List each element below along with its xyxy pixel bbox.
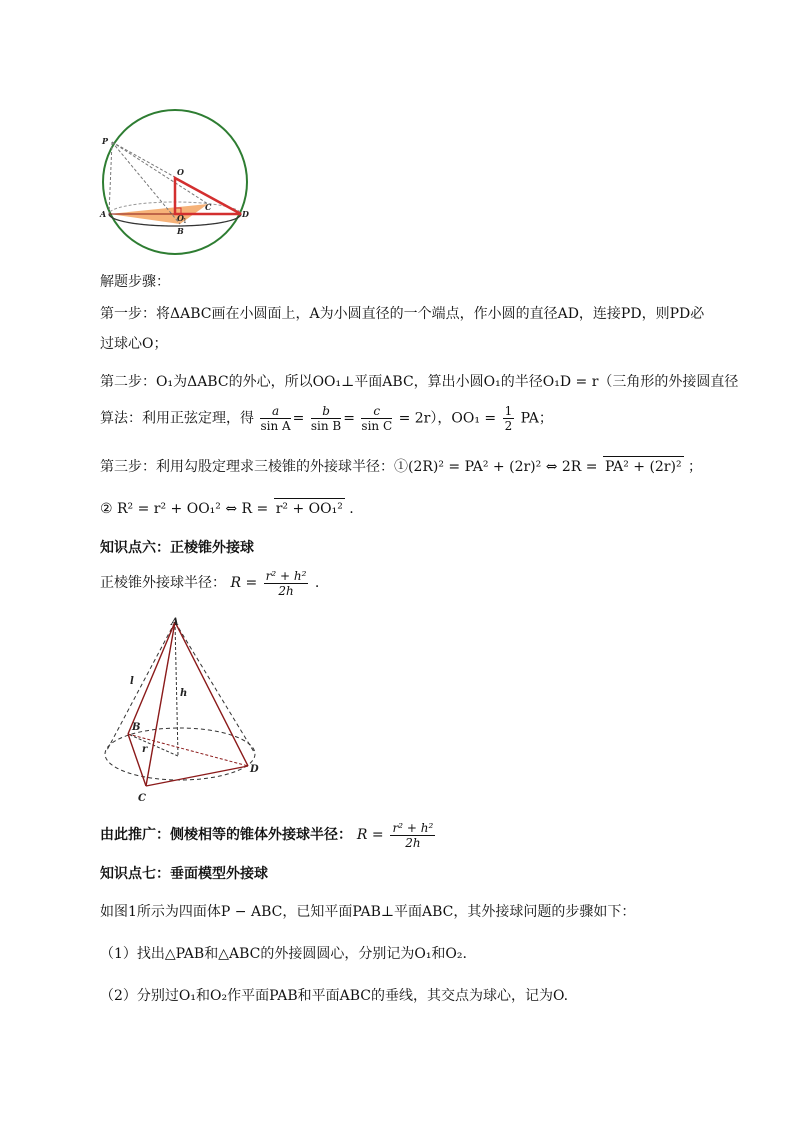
step2-pre: 算法：利用正弦定理，得 — [100, 410, 254, 427]
cone-left-edge — [106, 622, 175, 752]
label-D2: D — [250, 764, 259, 775]
frac-c-sinC: $\frac{c}{\text{sin C}}$ — [361, 404, 393, 433]
label-l: l — [130, 676, 134, 687]
label-h: h — [180, 688, 188, 699]
frac-half: $\frac{1}{2}$ — [504, 404, 513, 433]
section7-title: 知识点七：垂面模型外接球 — [100, 866, 268, 882]
section7-intro: 如图1所示为四面体P − ABC，已知平面PAB⊥平面ABC，其外接球问题的步骤如下： — [100, 904, 636, 920]
generalize-line: 由此推广：侧棱相等的锥体外接球半径： R = $\frac{\text{r² + h²}}{2h}$ — [100, 820, 434, 850]
cone-right-edge — [175, 622, 254, 752]
edge-PC — [112, 142, 208, 204]
step2-mid: = 2r），OO₁ = — [398, 410, 497, 427]
label-C2: C — [138, 793, 146, 804]
frac-b-sinB: $\frac{b}{\text{sin B}}$ — [310, 404, 342, 433]
label-C: C — [205, 202, 212, 212]
label-r: r — [142, 744, 148, 755]
frac-R-pyramid: $\frac{\text{r² + h²}}{2h}$ — [265, 568, 307, 598]
label-P: P — [102, 136, 109, 146]
step1-line1: 第一步：将ΔABC画在小圆面上，A为小圆直径的一个端点，作小圆的直径AD，连接PD，则PD必 — [100, 306, 705, 322]
frac-R-general: $\frac{\text{r² + h²}}{2h}$ — [392, 820, 434, 850]
label-O1-sub: 1 — [183, 218, 187, 225]
step2-line2: 算法：利用正弦定理，得 $\frac{a}{\text{sin A}}$ = $\frac{b}{\text{sin B}}$ = $\frac{c}{\text{sin C}}$ = 2r），OO₁ = $\frac{1}{2}$ PA； — [100, 404, 553, 433]
edge-BC — [128, 734, 146, 786]
step2-post: PA； — [520, 410, 553, 427]
edge-AC — [146, 622, 175, 786]
edge-CD — [146, 766, 248, 786]
section6-title: 知识点六：正棱锥外接球 — [100, 540, 254, 556]
section7-item1: （1）找出△PAB和△ABC的外接圆圆心，分别记为O₁和O₂. — [100, 946, 467, 962]
label-D: D — [242, 209, 249, 219]
step2-line1: 第二步：O₁为ΔABC的外心，所以OO₁⊥平面ABC，算出小圆O₁的半径O₁D = r（三角形的外接圆直径 — [100, 374, 739, 390]
sqrt-2R: PA² + (2r)² — [603, 456, 684, 477]
sphere-figure — [98, 108, 258, 256]
section6-formula: 正棱锥外接球半径： R = $\frac{\text{r² + h²}}{2h}$ . — [100, 568, 320, 598]
label-B2: B — [132, 722, 141, 733]
label-O1: O — [177, 213, 184, 223]
label-A2: A — [171, 617, 179, 628]
section7-item2: （2）分别过O₁和O₂作平面PAB和平面ABC的垂线，其交点为球心，记为O. — [100, 988, 569, 1004]
label-O: O — [177, 167, 184, 177]
cone-figure — [100, 612, 270, 806]
label-A: A — [100, 209, 107, 219]
step3-line1: 第三步：利用勾股定理求三棱锥的外接球半径：①(2R)² = PA² + (2r)² ⇔ 2R = PA² + (2r)² ； — [100, 456, 702, 477]
steps-title: 解题步骤： — [100, 274, 170, 290]
step3-line2: ② R² = r² + OO₁² ⇔ R = r² + OO₁² . — [100, 498, 354, 519]
step1-line2: 过球心O； — [100, 336, 168, 352]
sqrt-R: r² + OO₁² — [274, 498, 345, 519]
height-h — [175, 622, 178, 756]
label-B: B — [177, 226, 184, 236]
edge-AB — [128, 622, 175, 734]
frac-a-sinA: $\frac{a}{\text{sin A}}$ — [260, 404, 291, 433]
